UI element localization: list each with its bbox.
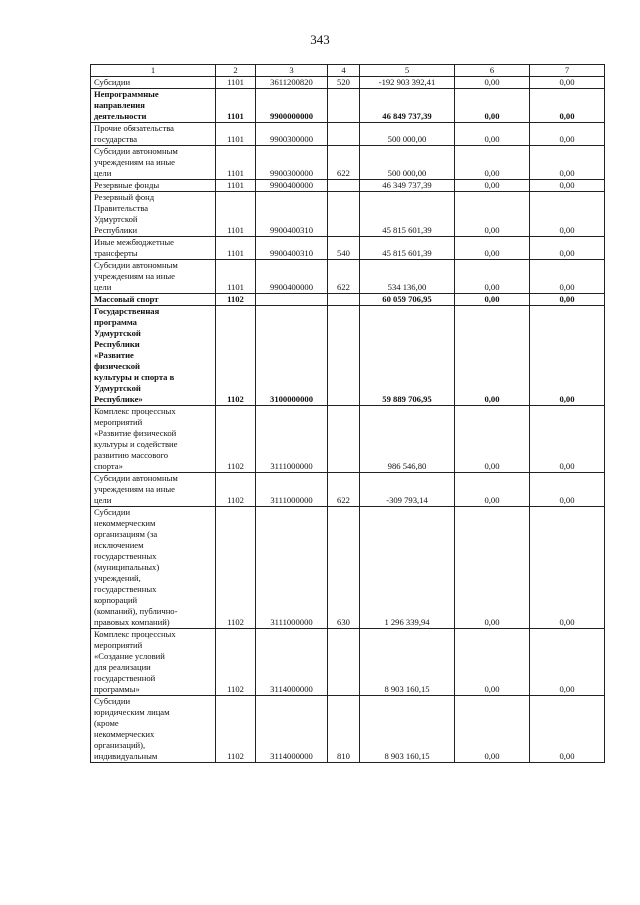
- row-name-line: Субсидии: [94, 77, 131, 87]
- row-amount: 45 815 601,39: [360, 237, 455, 260]
- row-name: [91, 629, 216, 696]
- row-expense-type: [328, 123, 360, 146]
- row-name-line: корпораций: [94, 595, 138, 605]
- row-name-line: Субсидии автономным: [94, 260, 178, 270]
- row-name-line: (муниципальных): [94, 562, 160, 572]
- row-column-7: 0,00: [530, 146, 605, 180]
- row-column-7: 0,00: [530, 180, 605, 192]
- table-row: [91, 473, 605, 507]
- row-name-line: государственных: [94, 584, 157, 594]
- row-name: [91, 237, 216, 260]
- row-target-article: 9900400310: [256, 192, 328, 237]
- column-header-5: 5: [360, 65, 455, 77]
- row-name-line: Иные межбюджетные: [94, 237, 174, 247]
- row-name-line: мероприятий: [94, 417, 143, 427]
- row-target-article: 3100000000: [256, 306, 328, 406]
- header-row: [91, 65, 605, 77]
- row-amount: 8 903 160,15: [360, 629, 455, 696]
- table-row: [91, 696, 605, 763]
- row-name-line: Субсидии автономным: [94, 146, 178, 156]
- row-column-6: 0,00: [455, 77, 530, 89]
- row-name-line: государственных: [94, 551, 157, 561]
- row-column-6: 0,00: [455, 89, 530, 123]
- row-expense-type: [328, 294, 360, 306]
- row-column-7: 0,00: [530, 77, 605, 89]
- row-section-code: 1102: [216, 406, 256, 473]
- row-section-code: 1101: [216, 77, 256, 89]
- row-target-article: 3611200820: [256, 77, 328, 89]
- row-name-line: спорта»: [94, 461, 123, 471]
- row-target-article: 3111000000: [256, 507, 328, 629]
- row-name-line: Субсидии: [94, 696, 131, 706]
- row-name-line: культуры и спорта в: [94, 372, 175, 382]
- row-column-6: 0,00: [455, 306, 530, 406]
- row-expense-type: 520: [328, 77, 360, 89]
- row-expense-type: 622: [328, 260, 360, 294]
- row-section-code: 1101: [216, 180, 256, 192]
- row-amount: -309 793,14: [360, 473, 455, 507]
- row-section-code: 1101: [216, 237, 256, 260]
- row-column-7: 0,00: [530, 507, 605, 629]
- row-target-article: 3111000000: [256, 473, 328, 507]
- row-name-line: Республики: [94, 339, 140, 349]
- row-name-line: Субсидии автономным: [94, 473, 178, 483]
- row-amount: 8 903 160,15: [360, 696, 455, 763]
- row-name: [91, 473, 216, 507]
- row-column-6: 0,00: [455, 507, 530, 629]
- row-column-7: 0,00: [530, 237, 605, 260]
- row-amount: 46 349 737,39: [360, 180, 455, 192]
- row-name-line: учреждений,: [94, 573, 141, 583]
- column-header-6: 6: [455, 65, 530, 77]
- row-name-line: Республики: [94, 225, 138, 235]
- row-name: [91, 507, 216, 629]
- row-name-line: организациям (за: [94, 529, 158, 539]
- row-expense-type: 630: [328, 507, 360, 629]
- row-section-code: 1102: [216, 294, 256, 306]
- budget-table: [90, 64, 605, 763]
- row-amount: 59 889 706,95: [360, 306, 455, 406]
- row-column-7: 0,00: [530, 629, 605, 696]
- row-name-line: правовых компаний): [94, 617, 170, 627]
- row-amount: 60 059 706,95: [360, 294, 455, 306]
- table-row: [91, 306, 605, 406]
- row-name-line: организаций),: [94, 740, 146, 750]
- row-target-article: 9900400000: [256, 260, 328, 294]
- row-expense-type: [328, 89, 360, 123]
- row-name-line: индивидуальным: [94, 751, 158, 761]
- row-name-line: юридическим лицам: [94, 707, 170, 717]
- table-row: [91, 406, 605, 473]
- row-column-7: 0,00: [530, 696, 605, 763]
- row-name: [91, 192, 216, 237]
- row-column-6: 0,00: [455, 473, 530, 507]
- row-section-code: 1102: [216, 696, 256, 763]
- row-expense-type: [328, 406, 360, 473]
- row-name-line: Массовый спорт: [94, 294, 159, 304]
- column-header-4: 4: [328, 65, 360, 77]
- row-name-line: учреждениям на иные: [94, 271, 175, 281]
- row-name-line: Удмуртской: [94, 328, 141, 338]
- row-target-article: 9900000000: [256, 89, 328, 123]
- row-expense-type: [328, 629, 360, 696]
- table-row: [91, 507, 605, 629]
- row-target-article: [256, 294, 328, 306]
- column-header-2: 2: [216, 65, 256, 77]
- row-name-line: учреждениям на иные: [94, 484, 175, 494]
- row-amount: 1 296 339,94: [360, 507, 455, 629]
- row-column-6: 0,00: [455, 192, 530, 237]
- row-name: [91, 260, 216, 294]
- row-column-7: 0,00: [530, 406, 605, 473]
- row-section-code: 1102: [216, 629, 256, 696]
- row-name-line: Непрограммные: [94, 89, 159, 99]
- row-column-7: 0,00: [530, 473, 605, 507]
- row-name-line: Комплекс процессных: [94, 629, 176, 639]
- row-column-6: 0,00: [455, 294, 530, 306]
- row-name-line: Субсидии: [94, 507, 131, 517]
- row-name-line: некоммерческих: [94, 729, 155, 739]
- row-name-line: Резервный фонд: [94, 192, 155, 202]
- row-name-line: цели: [94, 495, 112, 505]
- row-expense-type: [328, 192, 360, 237]
- row-name-line: цели: [94, 168, 112, 178]
- row-column-7: 0,00: [530, 306, 605, 406]
- row-name-line: Удмуртской: [94, 383, 141, 393]
- row-name-line: Правительства: [94, 203, 149, 213]
- row-amount: -192 903 392,41: [360, 77, 455, 89]
- row-expense-type: 622: [328, 473, 360, 507]
- row-name-line: Резервные фонды: [94, 180, 160, 190]
- row-section-code: 1101: [216, 260, 256, 294]
- row-name-line: (кроме: [94, 718, 119, 728]
- row-amount: 500 000,00: [360, 146, 455, 180]
- row-target-article: 9900400310: [256, 237, 328, 260]
- row-column-6: 0,00: [455, 146, 530, 180]
- row-column-6: 0,00: [455, 406, 530, 473]
- table-body: [91, 65, 605, 763]
- table-row: [91, 294, 605, 306]
- row-column-6: 0,00: [455, 237, 530, 260]
- table-row: [91, 260, 605, 294]
- column-header-7: 7: [530, 65, 605, 77]
- row-name-line: государственной: [94, 673, 156, 683]
- table-row: [91, 180, 605, 192]
- row-name-line: развитию массового: [94, 450, 169, 460]
- row-name-line: деятельности: [94, 111, 147, 121]
- row-name: [91, 146, 216, 180]
- row-name-line: программы»: [94, 684, 140, 694]
- row-target-article: 9900300000: [256, 146, 328, 180]
- row-target-article: 3114000000: [256, 629, 328, 696]
- table-row: [91, 629, 605, 696]
- row-name-line: для реализации: [94, 662, 151, 672]
- row-expense-type: 540: [328, 237, 360, 260]
- row-name-line: исключением: [94, 540, 144, 550]
- row-name-line: Удмуртской: [94, 214, 138, 224]
- row-name-line: Республике»: [94, 394, 143, 404]
- table-row: [91, 192, 605, 237]
- row-section-code: 1101: [216, 123, 256, 146]
- row-amount: 45 815 601,39: [360, 192, 455, 237]
- table-row: [91, 89, 605, 123]
- row-column-7: 0,00: [530, 294, 605, 306]
- row-name-line: «Развитие: [94, 350, 134, 360]
- row-amount: 500 000,00: [360, 123, 455, 146]
- row-name-line: «Создание условий: [94, 651, 165, 661]
- row-name-line: программа: [94, 317, 137, 327]
- row-section-code: 1102: [216, 473, 256, 507]
- row-name-line: учреждениям на иные: [94, 157, 175, 167]
- row-expense-type: 810: [328, 696, 360, 763]
- row-expense-type: [328, 180, 360, 192]
- column-header-3: 3: [256, 65, 328, 77]
- row-name-line: некоммерческим: [94, 518, 156, 528]
- row-column-7: 0,00: [530, 260, 605, 294]
- row-name: [91, 406, 216, 473]
- row-expense-type: 622: [328, 146, 360, 180]
- row-amount: 46 849 737,39: [360, 89, 455, 123]
- row-target-article: 9900400000: [256, 180, 328, 192]
- row-name: [91, 89, 216, 123]
- row-name-line: «Развитие физической: [94, 428, 177, 438]
- row-name-line: трансферты: [94, 248, 138, 258]
- row-section-code: 1102: [216, 507, 256, 629]
- row-name-line: цели: [94, 282, 112, 292]
- row-target-article: 9900300000: [256, 123, 328, 146]
- row-name-line: Государственная: [94, 306, 160, 316]
- row-column-7: 0,00: [530, 89, 605, 123]
- table-row: [91, 146, 605, 180]
- table-row: [91, 123, 605, 146]
- row-name-line: культуры и содействие: [94, 439, 178, 449]
- row-name: [91, 696, 216, 763]
- row-name-line: государства: [94, 134, 138, 144]
- row-name: [91, 294, 216, 306]
- row-name-line: Комплекс процессных: [94, 406, 176, 416]
- row-column-6: 0,00: [455, 123, 530, 146]
- row-section-code: 1101: [216, 89, 256, 123]
- row-target-article: 3111000000: [256, 406, 328, 473]
- row-column-6: 0,00: [455, 260, 530, 294]
- row-column-7: 0,00: [530, 123, 605, 146]
- row-column-6: 0,00: [455, 180, 530, 192]
- row-amount: 986 546,80: [360, 406, 455, 473]
- row-section-code: 1102: [216, 306, 256, 406]
- column-header-1: 1: [91, 65, 216, 77]
- row-name-line: направления: [94, 100, 145, 110]
- row-column-7: 0,00: [530, 192, 605, 237]
- row-name: [91, 306, 216, 406]
- table-row: [91, 237, 605, 260]
- row-section-code: 1101: [216, 192, 256, 237]
- row-expense-type: [328, 306, 360, 406]
- row-name-line: мероприятий: [94, 640, 143, 650]
- row-name: [91, 123, 216, 146]
- table-row: [91, 77, 605, 89]
- row-column-6: 0,00: [455, 629, 530, 696]
- row-amount: 534 136,00: [360, 260, 455, 294]
- row-name: [91, 180, 216, 192]
- row-name-line: физической: [94, 361, 140, 371]
- row-column-6: 0,00: [455, 696, 530, 763]
- row-target-article: 3114000000: [256, 696, 328, 763]
- row-name: [91, 77, 216, 89]
- row-name-line: Прочие обязательства: [94, 123, 174, 133]
- row-section-code: 1101: [216, 146, 256, 180]
- row-name-line: (компаний), публично-: [94, 606, 178, 616]
- page-number: 343: [310, 32, 330, 47]
